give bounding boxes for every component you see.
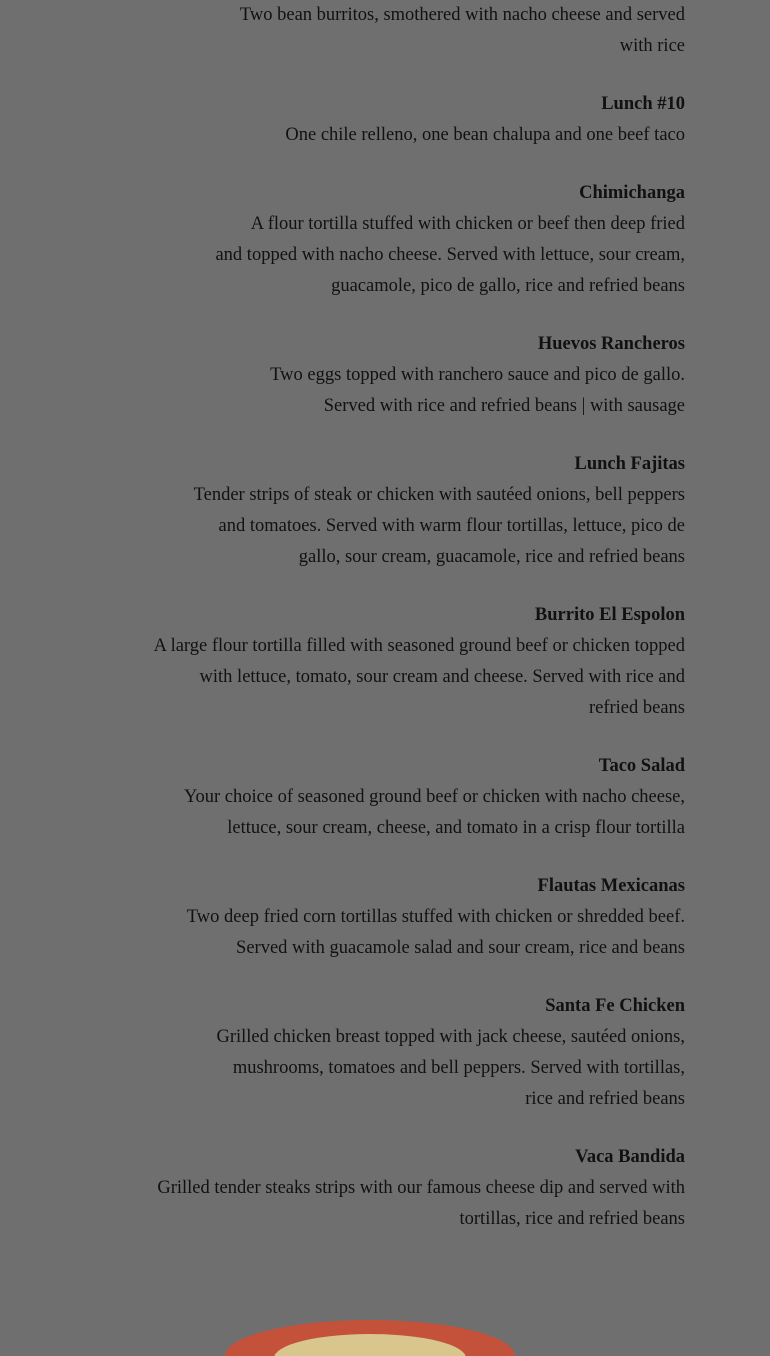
lunch-menu xyxy=(96,0,685,1262)
item-name: Huevos Rancheros xyxy=(537,334,685,354)
item-description xyxy=(96,1173,685,1235)
item-description-line: Grilled chicken breast topped with jack cheese, sautéed onions, xyxy=(216,1027,685,1047)
item-description-line: Tender strips of steak or chicken with sautéed onions, bell peppers xyxy=(193,485,685,505)
item-description-line: A flour tortilla stuffed with chicken or beef then deep fried xyxy=(250,214,685,234)
item-description-line: and tomatoes. Served with warm flour tortillas, lettuce, pico de xyxy=(218,516,685,536)
item-name: Chimichanga xyxy=(579,183,685,203)
item-description-line: Two deep fried corn tortillas stuffed with chicken or shredded beef. xyxy=(186,907,685,927)
menu-item xyxy=(96,1142,685,1235)
item-description-line: Served with guacamole salad and sour cream, rice and beans xyxy=(236,938,685,958)
item-description-line: with lettuce, tomato, sour cream and cheese. Served with rice and xyxy=(199,667,685,687)
menu-item xyxy=(96,991,685,1115)
item-description xyxy=(96,480,685,573)
item-name: Lunch Fajitas xyxy=(574,454,685,474)
item-description-line: Grilled tender steaks strips with our famous cheese dip and served with xyxy=(157,1178,685,1198)
item-description-line: with rice xyxy=(619,36,685,56)
plate-shape xyxy=(200,1316,540,1356)
item-description xyxy=(96,631,685,724)
item-name: Vaca Bandida xyxy=(575,1147,685,1167)
item-description-line: Two bean burritos, smothered with nacho cheese and served xyxy=(239,5,685,25)
menu-item xyxy=(96,449,685,573)
menu-item xyxy=(96,751,685,844)
item-description-line: A large flour tortilla filled with seasoned ground beef or chicken topped xyxy=(153,636,685,656)
item-description xyxy=(96,120,685,151)
item-description-line: refried beans xyxy=(588,698,685,718)
item-description-line: Your choice of seasoned ground beef or chicken with nacho cheese, xyxy=(183,787,685,807)
item-description-line: rice and refried beans xyxy=(525,1089,685,1109)
item-name: Santa Fe Chicken xyxy=(545,996,685,1016)
food-plate-image xyxy=(200,1316,540,1356)
item-name: Lunch #10 xyxy=(601,94,685,114)
item-description xyxy=(96,209,685,302)
item-description-line: lettuce, sour cream, cheese, and tomato in a crisp flour tortilla xyxy=(227,818,685,838)
menu-item xyxy=(96,871,685,964)
item-description xyxy=(96,360,685,422)
menu-item xyxy=(96,0,685,62)
item-description-line: One chile relleno, one bean chalupa and one beef taco xyxy=(285,125,685,145)
item-name: Taco Salad xyxy=(598,756,685,776)
menu-item xyxy=(96,329,685,422)
item-description xyxy=(96,1022,685,1115)
item-description-line: Served with rice and refried beans | with sausage xyxy=(323,396,685,416)
menu-item xyxy=(96,178,685,302)
menu-item xyxy=(96,600,685,724)
item-description-line: gallo, sour cream, guacamole, rice and refried beans xyxy=(298,547,685,567)
item-description-line: and topped with nacho cheese. Served with lettuce, sour cream, xyxy=(215,245,685,265)
item-description xyxy=(96,0,685,62)
item-description xyxy=(96,902,685,964)
item-name: Flautas Mexicanas xyxy=(537,876,685,896)
item-description-line: guacamole, pico de gallo, rice and refried beans xyxy=(331,276,685,296)
item-description xyxy=(96,782,685,844)
item-description-line: tortillas, rice and refried beans xyxy=(459,1209,685,1229)
item-name: Burrito El Espolon xyxy=(534,605,685,625)
menu-item xyxy=(96,89,685,151)
item-description-line: Two eggs topped with ranchero sauce and pico de gallo. xyxy=(270,365,685,385)
item-description-line: mushrooms, tomatoes and bell peppers. Served with tortillas, xyxy=(232,1058,685,1078)
